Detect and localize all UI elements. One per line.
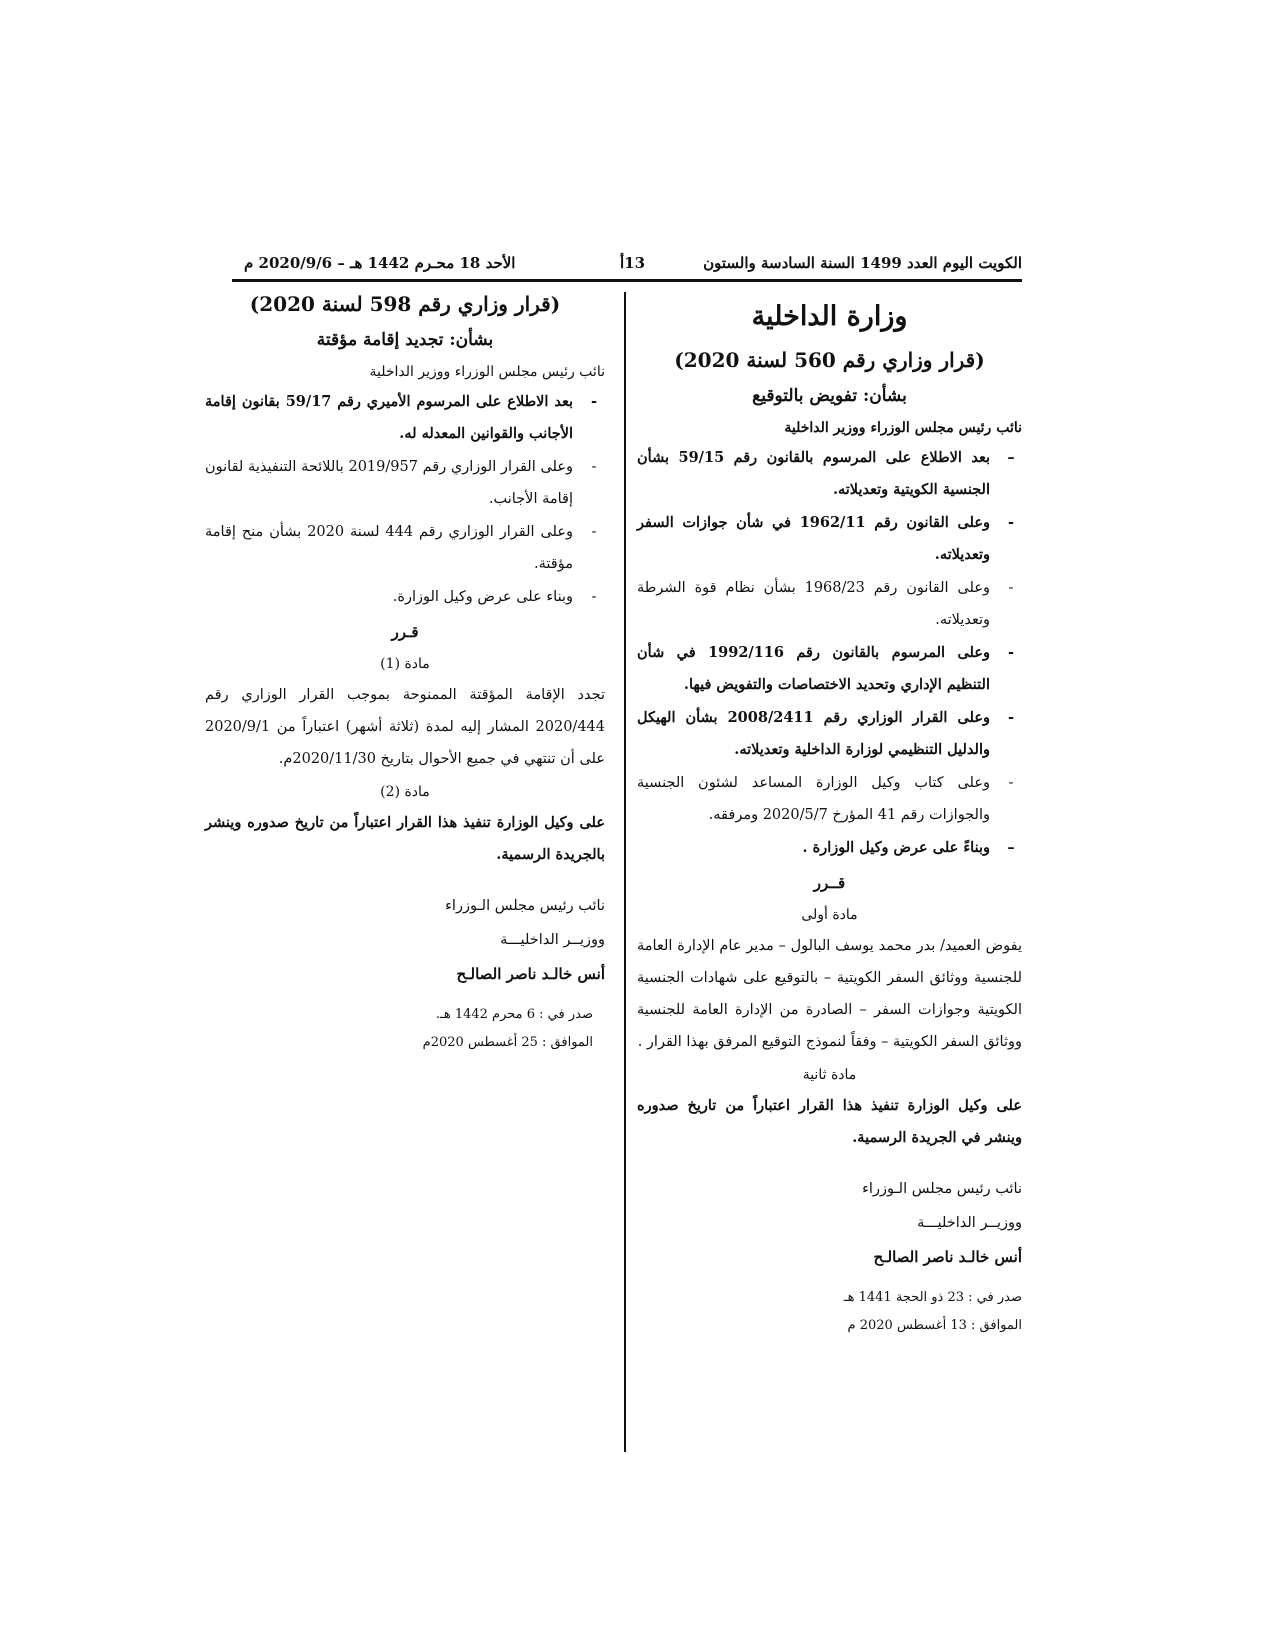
- article-text: تجدد الإقامة المؤقتة الممنوحة بموجب القرار الوزاري رقم 2020/444 المشار إليه لمدة (ثلاثة أشهر) اعتباراً من 2020/9/1 على أن تنتهي في جميع الأحوال بتاريخ 2020/11/30م.: [205, 687, 605, 767]
- corresponding-date: الموافق : 25 أغسطس 2020م: [422, 1035, 593, 1050]
- article-heading: مادة ثانية: [802, 1067, 857, 1083]
- signatory-name: أنس خالـد ناصر الصالـح: [873, 1248, 1022, 1266]
- article-heading: مادة (2): [380, 784, 430, 800]
- decree-560-column: [637, 295, 1022, 1340]
- decided-heading: قـرر: [391, 623, 419, 641]
- signature-block: [205, 889, 605, 991]
- gazette-header: [232, 252, 1022, 282]
- issuer-line: نائب رئيس مجلس الوزراء ووزير الداخلية: [784, 420, 1022, 436]
- preamble-clause: - وعلى القانون رقم 1968/23 بشأن نظام قوة الشرطة وتعديلاته.: [637, 580, 1014, 628]
- column-divider: [624, 292, 626, 1452]
- article-text: يفوض العميد/ بدر محمد يوسف البالول – مدير عام الإدارة العامة للجنسية ووثائق السفر الكويتية – بالتوقيع على شهادات الجنسية الكويتية وجوازات السفر – الصادرة من الإدارة العامة للجنسية ووثائق السفر الكويتية – وفقاً لنموذج التوقيع المرفق بهذا القرار .: [637, 938, 1022, 1050]
- preamble-clause: - وعلى القرار الوزاري رقم 444 لسنة 2020 بشأن منح إقامة مؤقتة.: [205, 524, 597, 572]
- article-text: على وكيل الوزارة تنفيذ هذا القرار اعتباراً من تاريخ صدوره وينشر في الجريدة الرسمية.: [637, 1097, 1022, 1146]
- issued-date: صدر في : 23 ذو الحجة 1441 هـ: [843, 1290, 1022, 1305]
- header-date: الأحد 18 محـرم 1442 هـ – 2020/9/6 م: [244, 254, 516, 272]
- decree-subject: بشأن: تجديد إقامة مؤقتة: [316, 330, 494, 350]
- preamble-clause: – وبناءً على عرض وكيل الوزارة .: [802, 839, 1015, 856]
- preamble-clause: - وعلى القرار الوزاري رقم 2019/957 باللائحة التنفيذية لقانون إقامة الأجانب.: [205, 459, 597, 507]
- issued-date: صدر في : 6 محرم 1442 هـ.: [435, 1007, 593, 1022]
- decree-598-column: [205, 292, 605, 1057]
- preamble-clause: - وبناء على عرض وكيل الوزارة.: [392, 589, 597, 605]
- article-heading: مادة أولى: [801, 907, 858, 923]
- signatory-name: أنس خالـد ناصر الصالـح: [456, 965, 605, 983]
- signatory-title: ووزيــر الداخليـــة: [917, 1215, 1022, 1231]
- corresponding-date: الموافق : 13 أغسطس 2020 م: [847, 1318, 1022, 1333]
- preamble-clause: - وعلى القرار الوزاري رقم 2008/2411 بشأن الهيكل والدليل التنظيمي لوزارة الداخلية وتعديلاته.: [637, 709, 1015, 758]
- decree-subject: بشأن: تفويض بالتوقيع: [752, 386, 907, 406]
- page-number: 13أ: [620, 254, 646, 272]
- decree-title: (قرار وزاري رقم 560 لسنة 2020): [674, 348, 985, 372]
- preamble-clause: - وعلى كتاب وكيل الوزارة المساعد لشئون الجنسية والجوازات رقم 41 المؤرخ 2020/5/7 ومرفقه.: [637, 775, 1014, 823]
- issue-dates: [637, 1284, 1022, 1340]
- preamble-clause: – بعد الاطلاع على المرسوم بالقانون رقم 59/15 بشأن الجنسية الكويتية وتعديلاته.: [637, 449, 1015, 498]
- signatory-title: نائب رئيس مجلس الـوزراء: [445, 898, 605, 914]
- decided-heading: قــرر: [813, 874, 846, 892]
- signatory-title: نائب رئيس مجلس الـوزراء: [862, 1181, 1022, 1197]
- preamble-clause: - وعلى المرسوم بالقانون رقم 1992/116 في شأن التنظيم الإداري وتحديد الاختصاصات والتفويض فيها.: [637, 644, 1015, 693]
- issue-dates: [205, 1001, 605, 1057]
- article-text: على وكيل الوزارة تنفيذ هذا القرار اعتباراً من تاريخ صدوره وينشر بالجريدة الرسمية.: [205, 814, 605, 863]
- preamble-clause: - وعلى القانون رقم 1962/11 في شأن جوازات السفر وتعديلاته.: [637, 514, 1015, 563]
- ministry-heading: وزارة الداخلية: [751, 301, 908, 332]
- decree-title: (قرار وزاري رقم 598 لسنة 2020): [249, 292, 561, 316]
- signatory-title: ووزيــر الداخليـــة: [500, 932, 605, 948]
- header-issue: الكويت اليوم العدد 1499 السنة السادسة والستون: [703, 254, 1022, 272]
- preamble-clause: - بعد الاطلاع على المرسوم الأميري رقم 59/17 بقانون إقامة الأجانب والقوانين المعدله له.: [205, 393, 598, 442]
- article-heading: مادة (1): [380, 656, 430, 672]
- signature-block: [637, 1172, 1022, 1274]
- issuer-line: نائب رئيس مجلس الوزراء ووزير الداخلية: [369, 364, 605, 380]
